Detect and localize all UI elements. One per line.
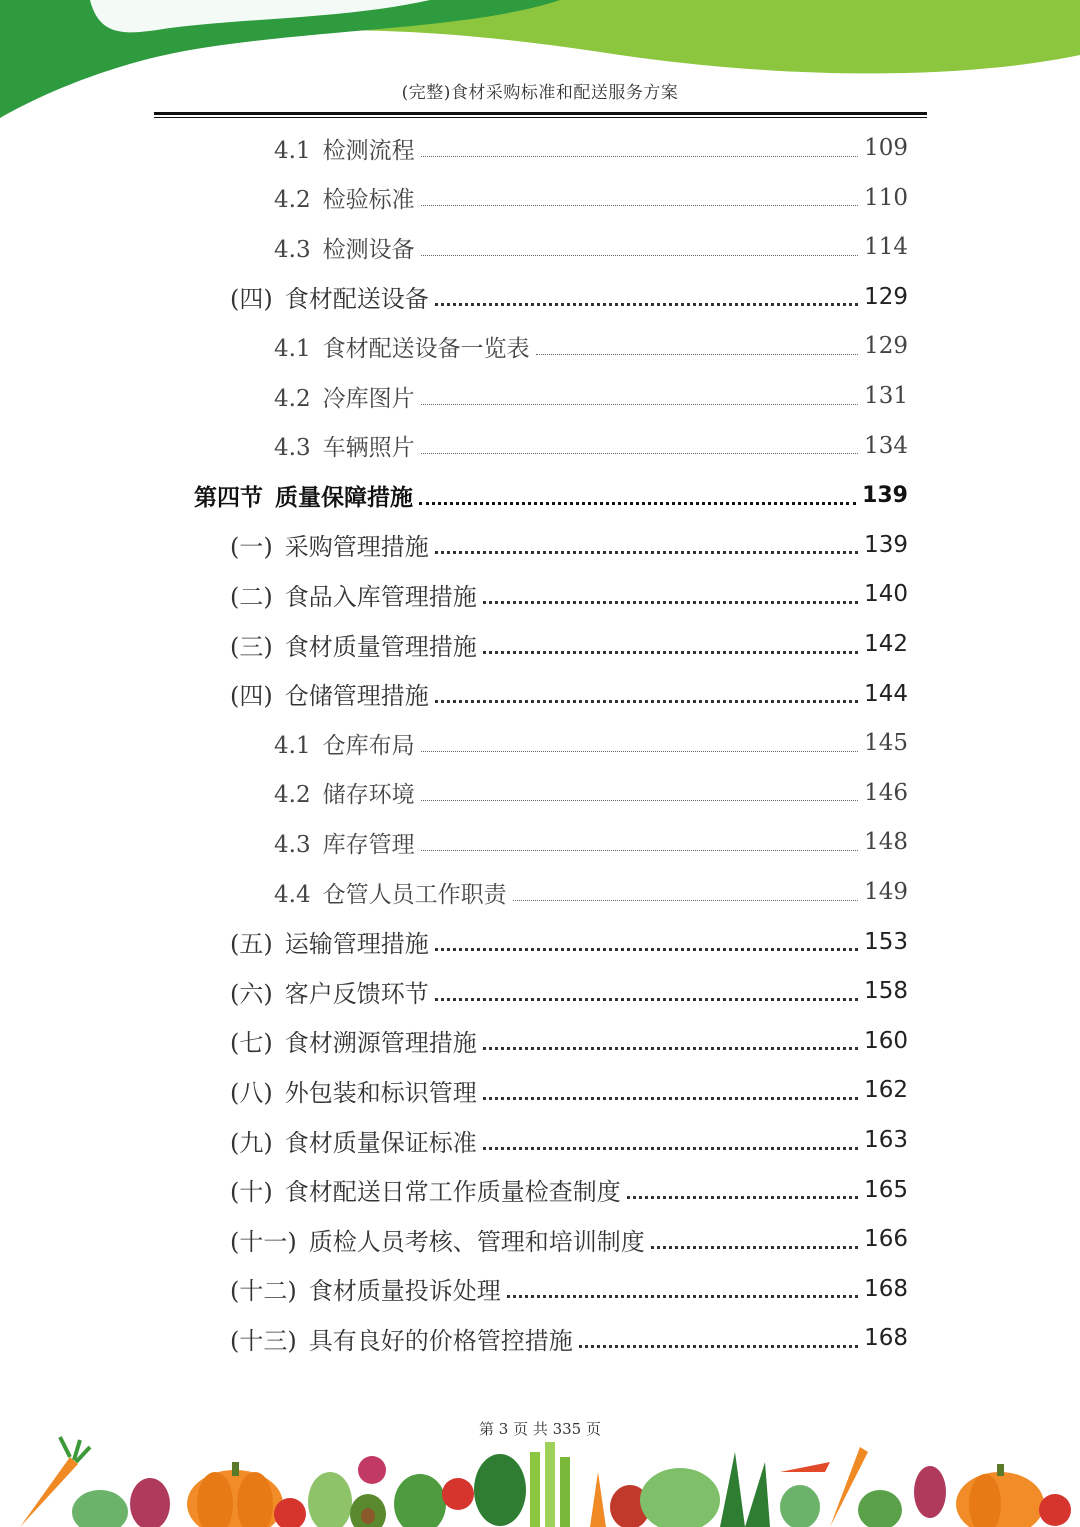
toc-entry-text: 食材质量投诉处理	[308, 1277, 501, 1306]
toc-entry-page: 163	[864, 1127, 908, 1153]
toc-entry-label	[230, 527, 429, 562]
toc-leader-dots	[483, 1147, 858, 1150]
toc-entry-page: 145	[864, 730, 908, 757]
toc-entry-label	[274, 181, 415, 214]
toc-entry-text: 具有良好的价格管控措施	[308, 1326, 573, 1355]
toc-entry-label	[274, 330, 530, 363]
toc-entry-text: 食材配送日常工作质量检查制度	[284, 1178, 621, 1207]
toc-entry[interactable]	[194, 473, 908, 517]
toc-entry[interactable]	[230, 572, 908, 616]
toc-leader-dots	[435, 551, 858, 554]
toc-entry-text: 冷库图片	[322, 385, 415, 412]
toc-entry-number: (十三)	[230, 1326, 297, 1355]
broccoli-icon	[474, 1454, 526, 1526]
toc-entry-page: 168	[864, 1275, 908, 1302]
toc-entry-label	[274, 429, 415, 462]
toc-entry-label	[230, 924, 429, 959]
toc-entry-text: 运输管理措施	[284, 930, 429, 959]
toc-entry-number: 4.1	[274, 732, 311, 759]
toc-entry[interactable]	[230, 622, 908, 666]
toc-entry-number: (十一)	[230, 1227, 297, 1256]
toc-entry-text: 食材配送设备	[284, 285, 429, 314]
toc-entry-label	[230, 1172, 621, 1207]
toc-entry-text: 采购管理措施	[284, 533, 429, 562]
toc-entry-text: 仓管人员工作职责	[322, 881, 507, 908]
cabbage-icon	[640, 1468, 720, 1527]
toc-entry[interactable]	[274, 721, 908, 765]
chili-icon	[780, 1462, 830, 1472]
toc-entry-page: 158	[864, 978, 908, 1005]
toc-entry-text: 外包装和标识管理	[284, 1078, 477, 1107]
toc-entry-number: (八)	[230, 1078, 273, 1107]
toc-entry-label	[274, 776, 415, 809]
header-rule-thin	[154, 117, 927, 118]
toc-leader-dots	[419, 502, 856, 505]
toc-entry-page: 144	[864, 680, 908, 707]
toc-entry-text: 库存管理	[322, 831, 415, 858]
toc-entry-number: 第四节	[194, 484, 263, 511]
toc-entry-number: (九)	[230, 1128, 273, 1157]
toc-entry[interactable]	[230, 672, 908, 716]
toc-leader-dots	[483, 601, 858, 604]
toc-entry[interactable]	[274, 225, 908, 269]
toc-entry[interactable]	[274, 176, 908, 220]
toc-entry-label	[230, 1321, 573, 1356]
toc-entry-number: (二)	[230, 582, 273, 611]
toc-entry[interactable]	[230, 523, 908, 567]
toc-entry-page: 114	[864, 234, 908, 261]
toc-entry[interactable]	[230, 1118, 908, 1162]
toc-leader-dots	[536, 354, 859, 355]
toc-leader-dots	[435, 998, 858, 1001]
onion-icon	[358, 1456, 386, 1484]
toc-entry-text: 食品入库管理措施	[284, 582, 477, 611]
toc-entry-text: 车辆照片	[322, 435, 415, 462]
toc-entry-label	[274, 380, 415, 413]
toc-entry-label	[274, 231, 415, 264]
toc-entry-label	[230, 279, 429, 314]
toc-entry-page: 142	[864, 631, 908, 657]
toc-entry[interactable]	[274, 374, 908, 418]
toc-entry-label	[274, 727, 415, 760]
toc-entry-label	[230, 1023, 477, 1058]
toc-leader-dots	[421, 751, 859, 752]
toc-entry-text: 质量保障措施	[275, 484, 413, 511]
toc-leader-dots	[421, 453, 859, 454]
toc-entry-page: 165	[864, 1176, 908, 1203]
toc-entry-text: 食材配送设备一览表	[322, 335, 530, 362]
toc-entry-page: 109	[864, 135, 908, 161]
toc-leader-dots	[421, 156, 859, 157]
toc-entry-page: 146	[864, 779, 908, 806]
toc-entry[interactable]	[274, 870, 908, 914]
toc-leader-dots	[421, 255, 859, 256]
toc-entry[interactable]	[230, 920, 908, 964]
toc-leader-dots	[421, 850, 859, 851]
toc-entry[interactable]	[274, 424, 908, 468]
toc-entry-number: (七)	[230, 1029, 273, 1058]
toc-entry-page: 134	[864, 432, 908, 459]
toc-entry-text: 储存环境	[322, 782, 415, 809]
toc-entry-number: 4.2	[274, 782, 311, 809]
toc-entry-number: 4.1	[274, 335, 311, 362]
toc-leader-dots	[483, 1047, 858, 1050]
toc-entry-number: (三)	[230, 632, 273, 661]
vegetable-decoration	[0, 1432, 1080, 1527]
toc-entry-number: 4.4	[274, 881, 311, 908]
toc-entry[interactable]	[274, 324, 908, 368]
toc-entry-number: (四)	[230, 682, 273, 711]
toc-entry-label	[274, 826, 415, 859]
toc-entry-label	[230, 1073, 477, 1108]
toc-entry-number: (六)	[230, 979, 273, 1008]
toc-entry-page: 153	[864, 928, 908, 955]
toc-entry-label	[194, 479, 413, 512]
toc-entry-page: 129	[864, 333, 908, 360]
toc-entry[interactable]	[230, 275, 908, 319]
toc-entry[interactable]	[274, 771, 908, 815]
toc-entry[interactable]	[230, 1316, 908, 1360]
toc-entry-label	[230, 974, 429, 1009]
toc-entry-number: (十)	[230, 1178, 273, 1207]
toc-entry-label	[230, 1123, 477, 1158]
toc-leader-dots	[651, 1246, 858, 1249]
toc-entry-text: 食材质量保证标准	[284, 1128, 477, 1157]
toc-entry-page: 162	[864, 1077, 908, 1104]
toc-entry[interactable]	[274, 126, 908, 170]
toc-leader-dots	[579, 1345, 858, 1348]
toc-leader-dots	[483, 651, 858, 654]
toc-entry-label	[230, 1222, 645, 1257]
toc-entry-text: 检验标准	[322, 187, 415, 214]
toc-entry-page: 160	[864, 1027, 908, 1054]
toc-entry-number: 4.2	[274, 385, 311, 412]
toc-entry-label	[230, 1271, 501, 1306]
toc-entry[interactable]	[230, 1168, 908, 1212]
header-rule	[154, 112, 927, 115]
toc-entry-label	[274, 132, 415, 165]
toc-entry-page: 166	[864, 1226, 908, 1253]
toc-entry-page: 149	[864, 879, 908, 905]
toc-entry-page: 131	[864, 383, 908, 409]
toc-entry-page: 110	[864, 184, 908, 211]
header-green-wave	[0, 0, 1080, 130]
toc-entry[interactable]	[230, 969, 908, 1013]
toc-leader-dots	[483, 1097, 858, 1100]
toc-entry-label	[230, 627, 477, 662]
toc-entry-number: 4.3	[274, 236, 311, 263]
pumpkin-icon	[187, 1462, 283, 1527]
toc-entry-page: 140	[864, 581, 908, 608]
toc-entry-label	[230, 577, 477, 612]
toc-entry-number: (一)	[230, 533, 273, 562]
toc-entry-number: 4.3	[274, 435, 311, 462]
toc-entry-text: 食材质量管理措施	[284, 632, 477, 661]
radish-icon	[130, 1478, 170, 1527]
toc-entry-text: 仓库布局	[322, 732, 415, 759]
toc-entry-number: (五)	[230, 930, 273, 959]
toc-entry-number: (四)	[230, 285, 273, 314]
toc-entry-page: 129	[864, 283, 908, 310]
toc-entry-number: 4.2	[274, 187, 311, 214]
toc-leader-dots	[435, 303, 858, 306]
toc-leader-dots	[627, 1196, 858, 1199]
toc-entry-page: 168	[864, 1325, 908, 1352]
toc-entry-text: 检测设备	[322, 236, 415, 263]
page-number: 第 3 页 共 335 页	[478, 1420, 601, 1438]
toc-entry-text: 客户反馈环节	[284, 979, 429, 1008]
toc-entry[interactable]	[274, 820, 908, 864]
toc-entry[interactable]	[230, 1068, 908, 1112]
toc-entry-number: (十二)	[230, 1277, 297, 1306]
toc-entry-number: 4.1	[274, 137, 311, 164]
toc-entry-label	[274, 876, 507, 909]
tomato-icon-2	[442, 1478, 474, 1510]
toc-entry-text: 检测流程	[322, 137, 415, 164]
toc-entry-page: 139	[862, 482, 908, 508]
toc-leader-dots	[421, 800, 859, 801]
toc-entry-label	[230, 676, 429, 711]
toc-entry-page: 139	[864, 531, 908, 558]
toc-leader-dots	[435, 948, 858, 951]
toc-entry[interactable]	[230, 1267, 908, 1311]
toc-entry-text: 仓储管理措施	[284, 682, 429, 711]
toc-leader-dots	[421, 205, 859, 206]
toc-entry-text: 质检人员考核、管理和培训制度	[308, 1227, 645, 1256]
toc-entry[interactable]	[230, 1217, 908, 1261]
document-title: (完整)食材采购标准和配送服务方案	[401, 83, 679, 103]
toc-entry-number: 4.3	[274, 831, 311, 858]
toc-entry-text: 食材溯源管理措施	[284, 1029, 477, 1058]
toc-leader-dots	[421, 404, 859, 405]
pumpkin-icon-2	[956, 1464, 1044, 1527]
toc-entry[interactable]	[230, 1019, 908, 1063]
toc-leader-dots	[507, 1295, 858, 1298]
toc-leader-dots	[435, 700, 858, 703]
toc-entry-page: 148	[864, 829, 908, 856]
toc-leader-dots	[513, 900, 859, 901]
